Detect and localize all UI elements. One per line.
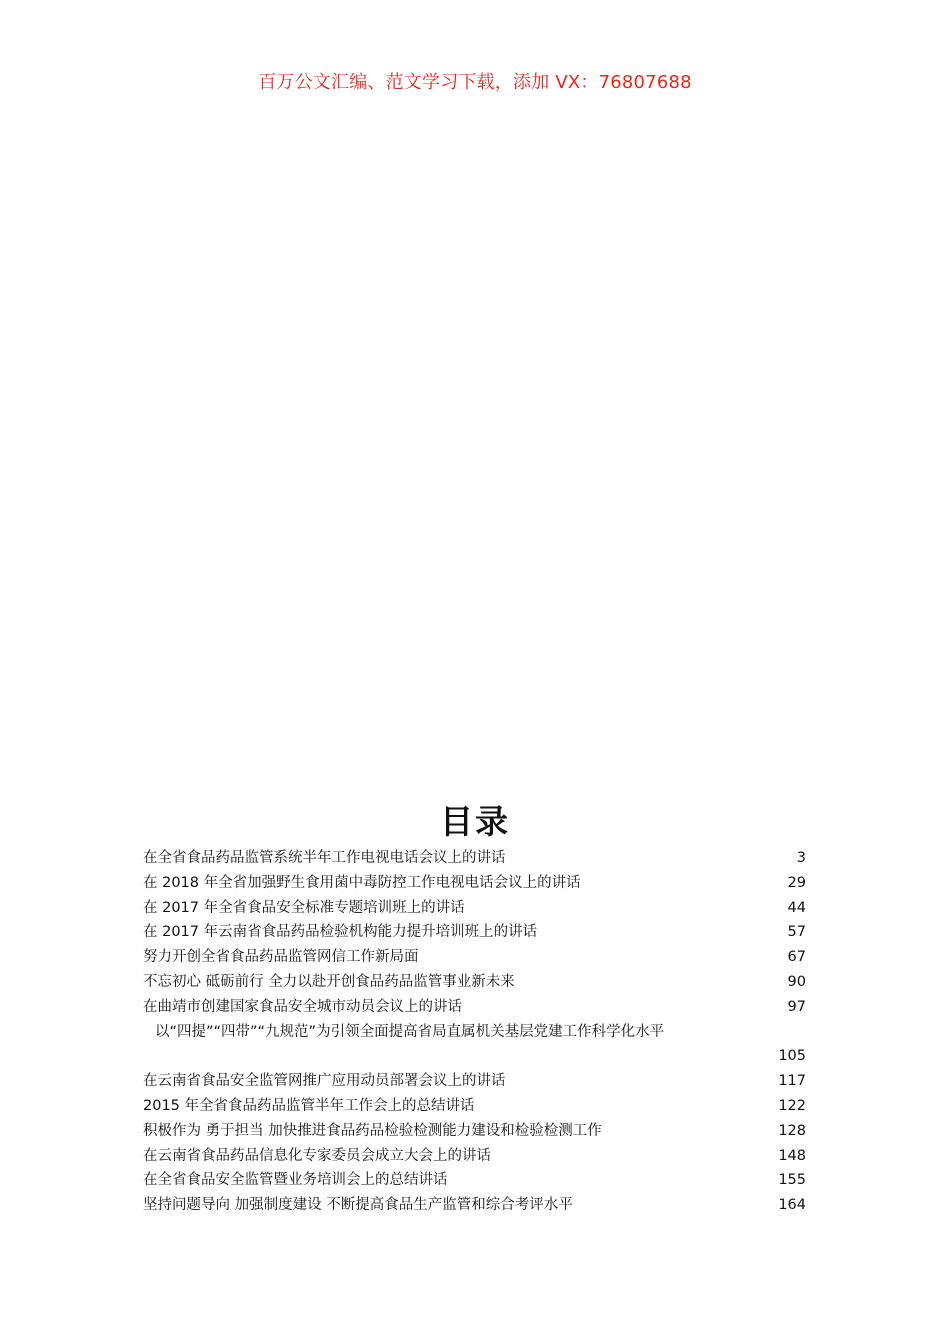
toc-entry-title: 在云南省食品药品信息化专家委员会成立大会上的讲话 [143, 1147, 491, 1164]
toc-entry-page: 128 [778, 1122, 806, 1139]
toc-title: 目录 [440, 802, 510, 841]
toc-entry-title: 坚持问题导向 加强制度建设 不断提高食品生产监管和综合考评水平 [143, 1197, 573, 1214]
toc-entry-title: 在全省食品药品监管系统半年工作电视电话会议上的讲话 [143, 850, 506, 866]
toc-entry[interactable] [143, 945, 806, 970]
toc-entry-page: 29 [787, 874, 806, 891]
toc-entry-page: 3 [796, 850, 806, 866]
toc-entry-title: 在 2017 年全省食品安全标准专题培训班上的讲话 [143, 899, 465, 916]
toc-entry-title: 努力开创全省食品药品监管网信工作新局面 [143, 949, 419, 966]
toc-entry[interactable] [143, 970, 806, 995]
toc-entry-page: 67 [787, 949, 806, 966]
toc-entry[interactable] [143, 920, 806, 945]
toc-entry[interactable] [143, 871, 806, 896]
header-banner: 百万公文汇编、范文学习下载，添加 VX：76807688 [258, 72, 692, 93]
toc-entry[interactable] [143, 1168, 806, 1193]
toc-entry-title: 以“四提”“四带”“九规范”为引领全面提高省局直属机关基层党建工作科学化水平 [155, 1023, 665, 1040]
toc-entry-title: 在 2018 年全省加强野生食用菌中毒防控工作电视电话会议上的讲话 [143, 874, 581, 891]
toc-entry-title: 不忘初心 砥砺前行 全力以赴开创食品药品监管事业新未来 [143, 973, 515, 990]
toc-entry-title: 在云南省食品安全监管网推广应用动员部署会议上的讲话 [143, 1073, 506, 1090]
toc-entry[interactable] [143, 896, 806, 921]
toc-entry[interactable] [143, 995, 806, 1020]
toc-entry[interactable] [143, 1119, 806, 1144]
toc-entry[interactable] [143, 1144, 806, 1169]
toc-entry-page: 122 [778, 1097, 806, 1114]
toc-entry-wrapped-page[interactable] [143, 1044, 806, 1069]
table-of-contents [143, 846, 806, 1218]
toc-entry-title: 积极作为 勇于担当 加快推进食品药品检验检测能力建设和检验检测工作 [143, 1122, 602, 1139]
toc-entry-page: 164 [778, 1197, 806, 1214]
toc-entry[interactable] [143, 1193, 806, 1218]
toc-entry-page: 57 [787, 924, 806, 941]
toc-entry-page: 117 [778, 1073, 806, 1090]
toc-entry-title: 2015 年全省食品药品监管半年工作会上的总结讲话 [143, 1097, 475, 1114]
toc-entry-page: 97 [787, 998, 806, 1015]
toc-entry-title: 在曲靖市创建国家食品安全城市动员会议上的讲话 [143, 998, 462, 1015]
toc-entry-page: 105 [778, 1048, 806, 1065]
toc-entry-page: 148 [778, 1147, 806, 1164]
toc-entry-page: 44 [787, 899, 806, 916]
toc-entry-title: 在 2017 年云南省食品药品检验机构能力提升培训班上的讲话 [143, 924, 538, 941]
toc-entry[interactable] [143, 1094, 806, 1119]
toc-entry-page: 155 [778, 1172, 806, 1189]
toc-entry[interactable] [143, 1069, 806, 1094]
toc-entry-page: 90 [787, 973, 806, 990]
toc-entry-title: 在全省食品安全监管暨业务培训会上的总结讲话 [143, 1172, 448, 1189]
toc-entry[interactable] [143, 846, 806, 871]
toc-entry-wrapped-title[interactable] [143, 1020, 806, 1045]
